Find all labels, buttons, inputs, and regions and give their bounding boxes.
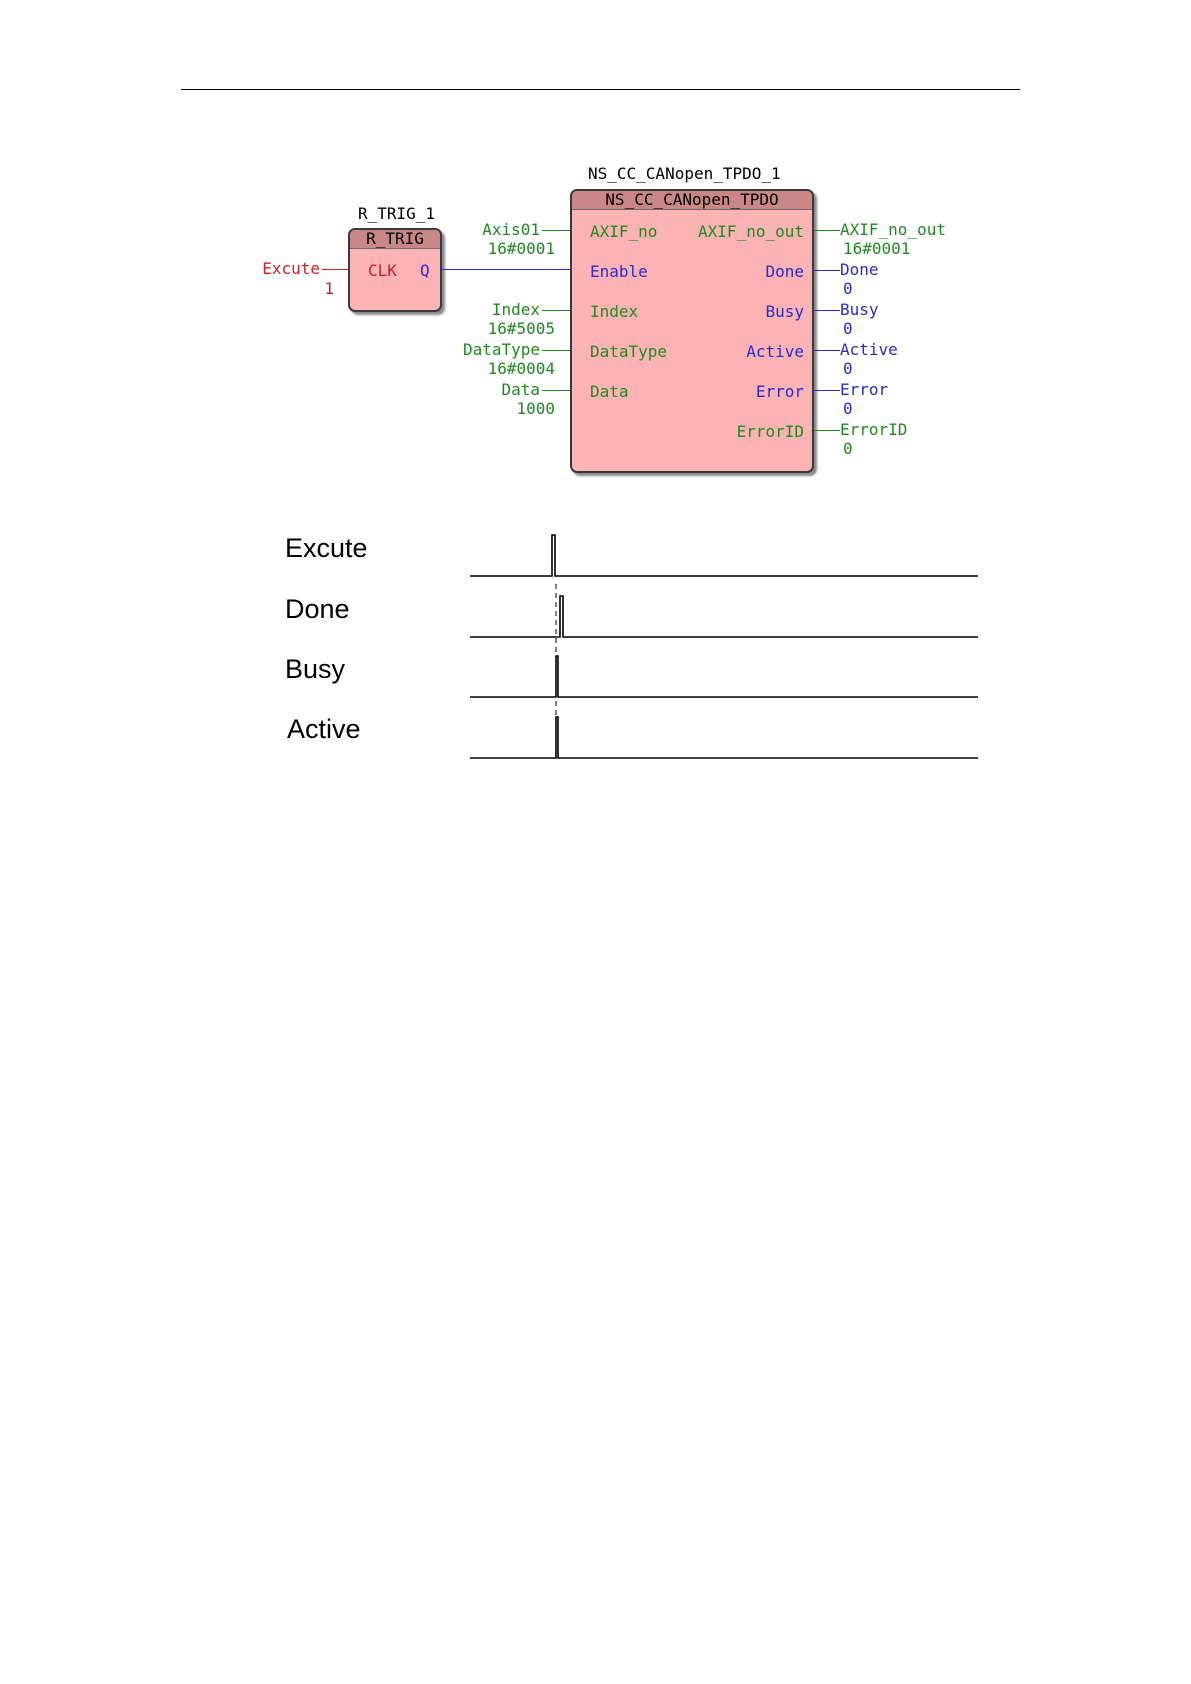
timing-wave-done — [470, 596, 978, 637]
tpdo-out-var-error: Error — [840, 380, 889, 399]
timing-wave-active — [470, 717, 978, 758]
tpdo-in-val-data: 1000 — [516, 399, 555, 418]
tpdo-out-val-active: 0 — [843, 359, 853, 378]
tpdo-in-var-data: Data — [501, 380, 540, 399]
tpdo-out-val-errorid: 0 — [843, 439, 853, 458]
tpdo-in-pin-index: Index — [590, 302, 639, 321]
tpdo-in-var-datatype: DataType — [462, 340, 540, 359]
tpdo-in-val-datatype: 16#0004 — [487, 359, 555, 378]
timing-label-active: Active — [287, 714, 361, 744]
tpdo-out-var-done: Done — [840, 260, 879, 279]
rtrig-input-value: 1 — [324, 279, 334, 298]
rtrig-type-name: R_TRIG — [366, 229, 424, 248]
tpdo-out-pin-axif-no-out: AXIF_no_out — [698, 222, 804, 241]
tpdo-out-var-busy: Busy — [840, 300, 879, 319]
tpdo-in-var-axis01: Axis01 — [482, 220, 540, 239]
tpdo-out-val-axif-no-out: 16#0001 — [843, 239, 911, 258]
rtrig-q-pin: Q — [420, 261, 430, 280]
tpdo-out-var-active: Active — [840, 340, 898, 359]
tpdo-in-pin-axif-no: AXIF_no — [590, 222, 658, 241]
tpdo-in-var-index: Index — [491, 300, 540, 319]
tpdo-out-var-axif-no-out: AXIF_no_out — [840, 220, 946, 239]
tpdo-out-pin-busy: Busy — [765, 302, 804, 321]
tpdo-in-val-index: 16#5005 — [487, 319, 555, 338]
timing-wave-excute — [470, 535, 978, 576]
tpdo-out-pin-active: Active — [746, 342, 804, 361]
rtrig-input-var: Excute — [262, 259, 320, 278]
tpdo-in-pin-data: Data — [590, 382, 629, 401]
tpdo-out-val-done: 0 — [843, 279, 853, 298]
tpdo-out-val-busy: 0 — [843, 319, 853, 338]
tpdo-out-var-errorid: ErrorID — [840, 420, 908, 439]
rtrig-instance-name: R_TRIG_1 — [358, 204, 436, 223]
tpdo-out-pin-errorid: ErrorID — [736, 422, 804, 441]
rtrig-clk-pin: CLK — [368, 261, 397, 280]
tpdo-in-pin-enable: Enable — [590, 262, 648, 281]
tpdo-out-pin-error: Error — [755, 382, 804, 401]
tpdo-instance-name: NS_CC_CANopen_TPDO_1 — [588, 164, 781, 183]
tpdo-in-pin-datatype: DataType — [590, 342, 668, 361]
timing-label-done: Done — [285, 594, 350, 624]
timing-label-busy: Busy — [285, 654, 346, 684]
tpdo-in-val-axis01: 16#0001 — [487, 239, 555, 258]
tpdo-out-val-error: 0 — [843, 399, 853, 418]
timing-label-excute: Excute — [285, 533, 368, 563]
tpdo-out-pin-done: Done — [765, 262, 804, 281]
tpdo-type-name: NS_CC_CANopen_TPDO — [605, 190, 779, 209]
timing-wave-busy — [470, 656, 978, 697]
